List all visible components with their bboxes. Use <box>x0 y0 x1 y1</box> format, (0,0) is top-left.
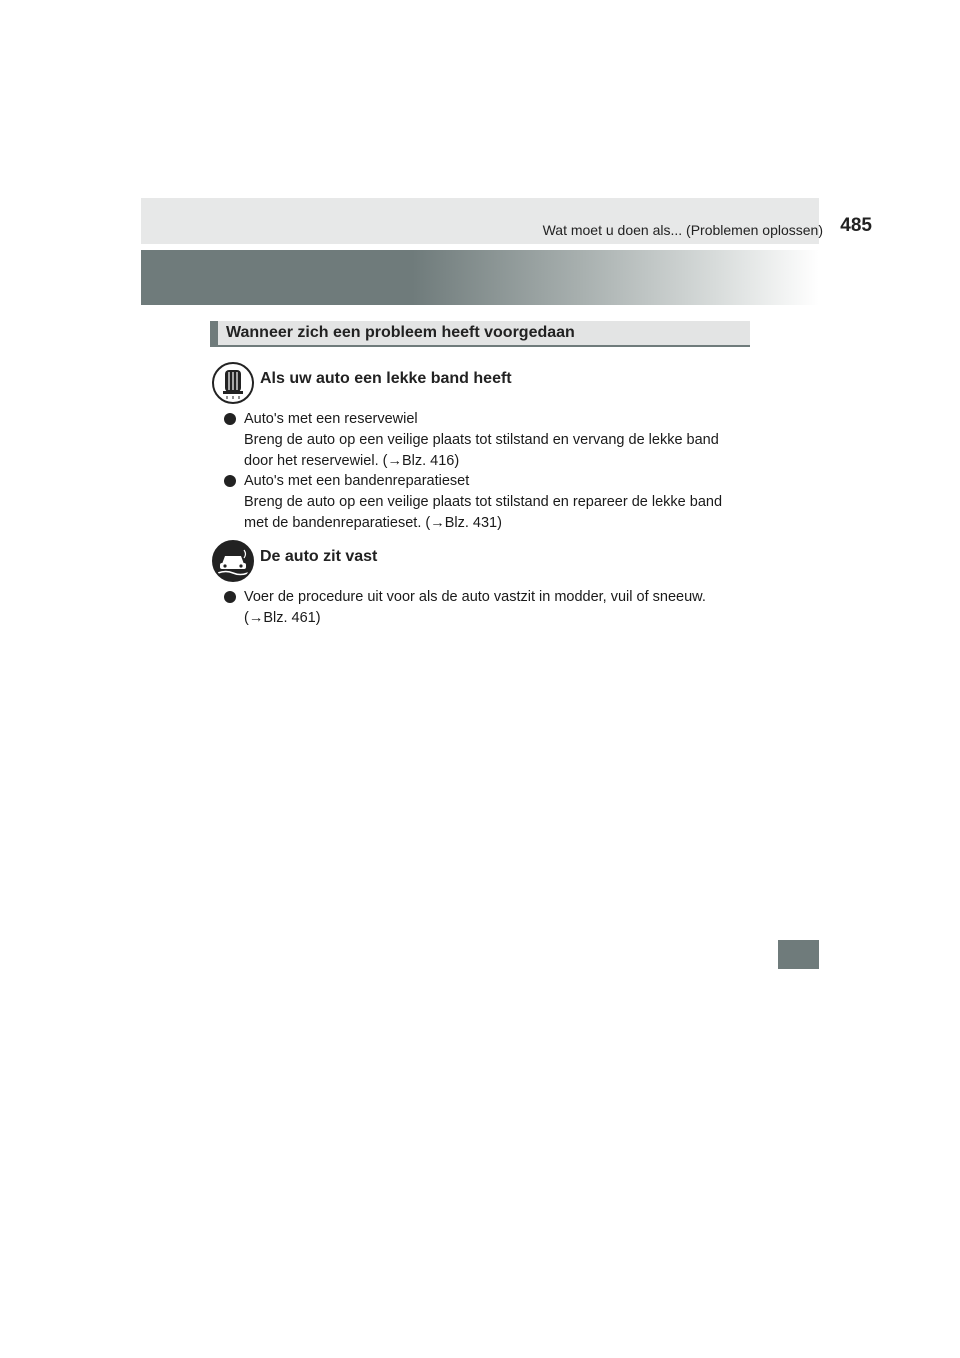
subsection-title: Als uw auto een lekke band heeft <box>260 370 512 387</box>
section-header <box>210 321 750 347</box>
bullet-line: (→Blz. 461) <box>244 610 321 626</box>
bullet-line: door het reservewiel. (→Blz. 416) <box>244 453 460 469</box>
subsection-flat-tire <box>212 362 752 410</box>
bullet-dot <box>224 591 236 603</box>
bullet-line: Breng de auto op een veilige plaats tot stilstand en repareer de lekke band <box>244 494 723 510</box>
tire-icon <box>212 362 254 404</box>
bullet-line: met de bandenreparatieset. (→Blz. 431) <box>244 515 502 531</box>
bullet-lead: Auto's met een reservewiel <box>244 411 418 427</box>
chapter-gradient-bar <box>141 250 819 305</box>
section-marker <box>210 321 218 345</box>
running-header-title: Wat moet u doen als... (Problemen oplossen) <box>542 222 823 238</box>
page-number: 485 <box>840 215 872 236</box>
bullet-lead: Auto's met een bandenreparatieset <box>244 473 470 489</box>
bullet-line: Voer de procedure uit voor als de auto vastzit in modder, vuil of sneeuw. <box>244 589 706 605</box>
list-item <box>224 587 748 629</box>
bullet-line: Breng de auto op een veilige plaats tot stilstand en vervang de lekke band <box>244 432 719 448</box>
list-item <box>224 471 748 534</box>
bullet-dot <box>224 413 236 425</box>
chapter-side-tab <box>778 940 819 969</box>
stuck-car-icon <box>212 540 254 582</box>
section-title: Wanneer zich een probleem heeft voorgedaan <box>226 324 575 341</box>
list-item <box>224 409 748 472</box>
bullet-dot <box>224 475 236 487</box>
subsection-title: De auto zit vast <box>260 548 378 565</box>
subsection-stuck-car <box>212 540 752 588</box>
